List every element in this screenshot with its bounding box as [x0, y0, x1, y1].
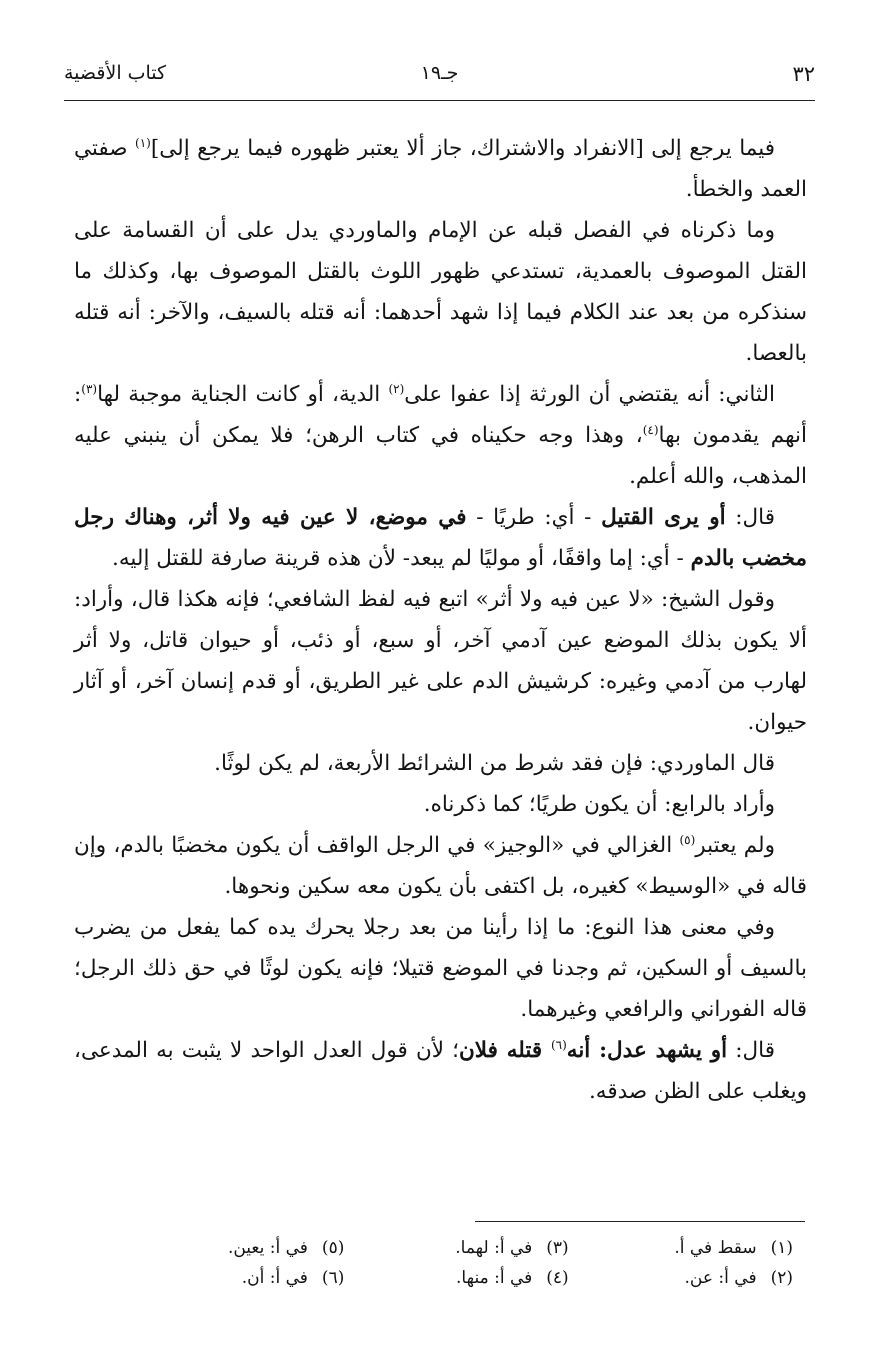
footnote-marker: (١): [135, 135, 151, 150]
matn-text: في موضع، لا عين فيه ولا أثر، وهناك رجل مخضب بالدم: [74, 505, 807, 571]
matn-text: أو يشهد عدل: أنه: [566, 1038, 728, 1063]
matn-text: أو يرى القتيل: [601, 505, 726, 530]
footnote: [569, 1263, 793, 1293]
footnote-number: (٦): [321, 1268, 345, 1288]
book-title: كتاب الأقضية: [64, 62, 167, 84]
footnote-text: في أ: أن.: [241, 1268, 308, 1288]
commentary-text: : أنهم يقدمون بها: [74, 382, 807, 448]
footnote: [344, 1263, 568, 1293]
footnote: [120, 1233, 344, 1263]
footnote-number: (١): [770, 1238, 793, 1258]
footnote-text: في أ: لهما.: [455, 1238, 533, 1258]
footnote-number: (٥): [321, 1238, 345, 1258]
commentary-text: صفتي العمد والخطأ.: [74, 136, 807, 202]
paragraph: [74, 784, 807, 825]
commentary-text: وما ذكرناه في الفصل قبله عن الإمام والماوردي يدل على أن القسامة على القتل الموصوف بالعمدية، تستدعي ظهور اللوث بالقتل الموصوف بها، وكذلك ما سنذكره من بعد عند الكلام فيما إذا شهد أحدهما: أنه قتله بالسيف، والآخر: أنه قتله بالعصا.: [74, 218, 807, 366]
footnote-text: في أ: عن.: [684, 1268, 757, 1288]
matn-text: قتله فلان: [459, 1038, 551, 1063]
commentary-text: ، وهذا وجه حكيناه في كتاب الرهن؛ فلا يمكن أن ينبني عليه المذهب، والله أعلم.: [74, 423, 807, 489]
footnote-text: في أ: منها.: [456, 1268, 533, 1288]
commentary-text: وقول الشيخ: «لا عين فيه ولا أثر» اتبع فيه لفظ الشافعي؛ فإنه هكذا قال، وأراد: ألا يكون بذلك الموضع عين آدمي آخر، أو سبع، أو ذئب، أو حيوان قاتل، ولا أثر لهارب من آدمي وغيره: كرشيش الدم على غير الطريق، أو قدم إنسان آخر، أو آثار حيوان.: [74, 587, 807, 735]
commentary-text: الثاني: أنه يقتضي أن الورثة إذا عفوا على: [404, 382, 775, 407]
footnote: [569, 1233, 793, 1263]
paragraph: [74, 497, 807, 579]
paragraph: [74, 579, 807, 743]
commentary-text: وأراد بالرابع: أن يكون طريًا؛ كما ذكرناه.: [423, 792, 775, 817]
footnote-marker: (٦): [550, 1037, 567, 1052]
commentary-text: - أي: إما واقفًا، أو موليًا لم يبعد- لأن هذه قرينة صارفة للقتل إليه.: [112, 546, 691, 571]
commentary-text: وفي معنى هذا النوع: ما إذا رأينا من بعد رجلا يحرك يده كما يفعل من يضرب بالسيف أو السكين، ثم وجدنا في الموضع قتيلا؛ فإنه يكون لوثًا في حق ذلك الرجل؛ قاله الفوراني والرافعي وغيرهما.: [74, 915, 807, 1022]
paragraph: [74, 825, 807, 907]
footnote-number: (٣): [546, 1238, 569, 1258]
commentary-text: - أي: طريًا -: [466, 505, 602, 530]
footnote: [344, 1233, 568, 1263]
paragraph: [74, 743, 807, 784]
footnote-number: (٤): [546, 1268, 569, 1288]
commentary-text: ولم يعتبر: [695, 833, 775, 858]
commentary-text: قال الماوردي: فإن فقد شرط من الشرائط الأربعة، لم يكن لوثًا.: [214, 751, 775, 776]
paragraph: [74, 128, 807, 210]
footnote-text: في أ: يعين.: [227, 1238, 308, 1258]
paragraph: [74, 210, 807, 374]
footnote-marker: (٤): [642, 422, 659, 437]
footnote-number: (٢): [770, 1268, 793, 1288]
footnote-text: سقط في أ.: [674, 1238, 757, 1258]
footnote-rule: [475, 1221, 805, 1222]
running-header: [64, 62, 815, 96]
commentary-text: الدية، أو كانت الجناية موجبة لها: [97, 382, 389, 407]
volume-number: جـ١٩: [420, 62, 459, 84]
commentary-text: الغزالي في «الوجيز» في الرجل الواقف أن يكون مخضبًا بالدم، وإن قاله في «الوسيط» كغيره، بل اكتفى بأن يكون معه سكين ونحوها.: [74, 833, 807, 899]
footnotes: [120, 1233, 793, 1293]
page-number: ٣٢: [792, 62, 815, 86]
commentary-text: قال:: [725, 505, 776, 530]
commentary-text: قال:: [727, 1038, 776, 1063]
body-text: [74, 128, 807, 1112]
commentary-text: ؛ لأن قول العدل الواحد لا يثبت به المدعى، ويغلب على الظن صدقه.: [74, 1038, 807, 1104]
header-rule: [64, 100, 815, 101]
paragraph: [74, 1030, 807, 1112]
paragraph: [74, 907, 807, 1030]
footnote: [120, 1263, 344, 1293]
footnote-marker: (٢): [388, 381, 405, 396]
commentary-text: فيما يرجع إلى [الانفراد والاشتراك، جاز ألا يعتبر ظهوره فيما يرجع إلى]: [150, 136, 776, 161]
footnote-marker: (٣): [81, 381, 98, 396]
paragraph: [74, 374, 807, 497]
footnote-marker: (٥): [679, 832, 696, 847]
